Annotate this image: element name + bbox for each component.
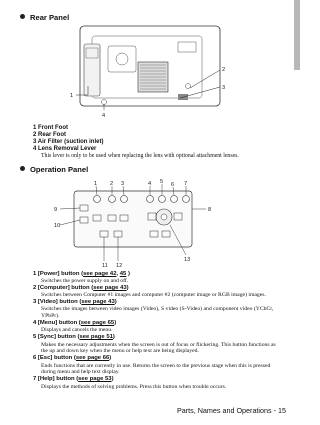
op-callout-1: 1 (94, 181, 98, 187)
op-callout-3: 3 (121, 181, 125, 187)
op-callout-7: 7 (184, 181, 188, 187)
page-link[interactable]: see page 43 (81, 299, 115, 306)
op-callout-5: 5 (160, 179, 164, 185)
op-callout-4: 4 (148, 181, 152, 187)
bullet-icon (20, 166, 25, 171)
page-link[interactable]: see page 65 (80, 320, 115, 327)
op-callout-11: 11 (102, 263, 108, 269)
rear-panel-diagram (60, 24, 230, 119)
list-item: 2 [Computer] button (see page 43) Switches between Computer #1 images and computer #2 (computer image or RGB image) images. (33, 285, 266, 299)
op-callout-10: 10 (54, 223, 61, 229)
op-callout-12: 12 (116, 263, 123, 269)
list-item: 4 [Menu] button (see page 65) Displays and cancels the menu. (33, 320, 117, 334)
page-link[interactable]: see page 43 (93, 285, 127, 292)
op-callout-8: 8 (208, 207, 212, 213)
rear-callout-3: 3 (222, 85, 226, 91)
page-link[interactable]: 45 (119, 271, 127, 277)
operation-panel-heading: Operation Panel (20, 165, 88, 174)
list-item: 2 Rear Foot (33, 132, 67, 139)
page-link[interactable]: see page 51 (79, 334, 113, 341)
list-item: 3 Air Filter (suction inlet) (33, 139, 104, 146)
page-link[interactable]: see page 42 (83, 271, 117, 277)
op-callout-6: 6 (171, 182, 175, 188)
page-link[interactable]: see page 53 (78, 376, 112, 383)
chapter-tab (294, 0, 300, 70)
rear-callout-4: 4 (102, 113, 106, 119)
lever-note: This lever is only to be used when replacing the lens with optional attachment lenses. (41, 153, 239, 160)
rear-panel-list (33, 125, 239, 160)
rear-callout-1: 1 (70, 93, 74, 99)
op-callout-2: 2 (110, 181, 114, 187)
list-item: 3 [Video] button (see page 43) Switches the images between video images (Video), S video (S-Video) and component video (YCbCr, YPbPr). (33, 299, 274, 320)
op-callout-9: 9 (54, 207, 58, 213)
list-item: 4 Lens Removal Lever (33, 146, 97, 153)
page-link[interactable]: see page 66 (75, 355, 110, 362)
list-item: 7 [Help] button (see page 53) Displays the methods of solving problems. Press this button when trouble occurs. (33, 376, 227, 390)
rear-panel-heading: Rear Panel (20, 13, 69, 22)
operation-panel-diagram (52, 177, 227, 269)
list-item: 5 [Sync] button (see page 51) Makes the necessary adjustments when the screen is out of focus or flickering. This button functions as the up and down key when the menu or help text are being displayed. (33, 334, 276, 355)
op-callout-13: 13 (184, 257, 191, 263)
bullet-icon (20, 14, 25, 19)
rear-callout-2: 2 (222, 67, 226, 73)
page-footer: Parts, Names and Operations - 15 (176, 406, 286, 415)
operation-panel-list (33, 271, 283, 390)
list-item: 1 Front Foot (33, 125, 68, 131)
list-item: 6 [Esc] button (see page 66) Ends functions that are currently in use. Returns the screen to the previous stage when this is pressed during menu and help text display. (33, 355, 271, 376)
list-item: 1 [Power] button (see page 42, 45 ) Switches the power supply on and off. (33, 271, 130, 285)
